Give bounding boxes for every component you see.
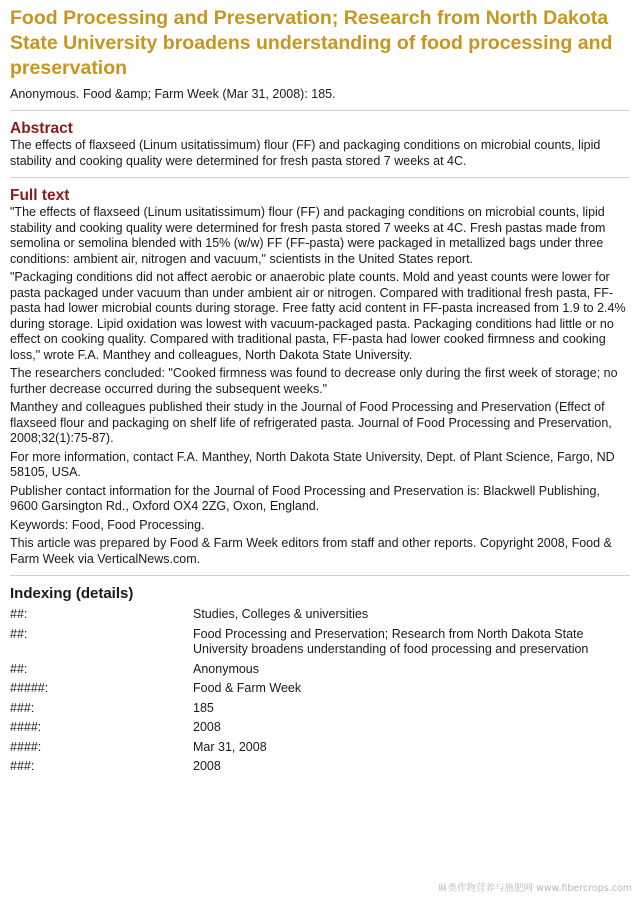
watermark: 麻类作物营养与施肥网 www.fibercrops.com [437, 883, 632, 894]
full-text-paragraph: "The effects of flaxseed (Linum usitatissimum) flour (FF) and packaging conditions on microbial counts, lipid stability and cooking quality were determined for fresh pasta stored 7 weeks at 4C. Fresh pastas made from semolina or semolina blended with 15% (w/w) FF (FF-pasta) were packaged in metallized bags under three conditions: ambient air, nitrogen and vacuum," scientists in the United States report. [10, 205, 606, 266]
indexing-value: Studies, Colleges & universities [193, 607, 369, 621]
abstract-text: The effects of flaxseed (Linum usitatissimum) flour (FF) and packaging conditions on microbial counts, lipid stability and cooking quality were determined for fresh pasta stored 7 weeks at 4C. [10, 138, 601, 168]
indexing-row [10, 662, 630, 678]
full-text-paragraph: Keywords: Food, Food Processing. [10, 517, 205, 532]
indexing-row [10, 607, 630, 623]
full-text-heading: Full text [10, 187, 70, 204]
abstract-heading: Abstract [10, 120, 73, 137]
full-text-paragraph: For more information, contact F.A. Manthey, North Dakota State University, Dept. of Plant Science, Fargo, ND 58105, USA. [10, 449, 615, 479]
indexing-value: Food & Farm Week [193, 681, 302, 695]
indexing-value: Food Processing and Preservation; Research from North Dakota State University broadens understanding of food processing and preservation [193, 626, 589, 656]
full-text-section [10, 186, 630, 567]
full-text-paragraph: "Packaging conditions did not affect aerobic or anaerobic plate counts. Mold and yeast counts were lower for pasta packaged under vacuum than under ambient air or nitrogen. Compared with traditional fresh pasta, FF-pasta had lower microbial counts during storage. Free fatty acid content in FF-pasta increased from 1.9 to 2.4% during storage. Lipid oxidation was lowest with vacuum-packaged pasta. Packaging conditions had little or no effect on cooking quality. Compared with traditional pasta, FF-pasta had lower cooked firmness and cooking loss," wrote F.A. Manthey and colleagues, North Dakota State University. [10, 270, 626, 362]
indexing-key: ###: [10, 700, 35, 715]
indexing-key: ####: [10, 739, 42, 754]
indexing-row [10, 681, 630, 697]
full-text-paragraph: Manthey and colleagues published their study in the Journal of Food Processing and Preservation (Effect of flaxseed flour and packaging on shelf life of refrigerated pasta. Journal of Food Processing and Preservation, 2008;32(1):75-87). [10, 400, 612, 445]
indexing-row [10, 720, 630, 736]
indexing-key: ##: [10, 626, 28, 641]
article-title: Food Processing and Preservation; Research from North Dakota State University broadens understanding of food processing and preservation [10, 7, 613, 79]
article-citation: Anonymous. Food &amp; Farm Week (Mar 31, 2008): 185. [10, 87, 336, 101]
divider [10, 110, 630, 111]
indexing-section [10, 584, 630, 775]
indexing-key: #####: [10, 681, 49, 695]
full-text-paragraph: This article was prepared by Food & Farm Week editors from staff and other reports. Copyright 2008, Food & Farm Week via VerticalNews.com. [10, 536, 612, 566]
indexing-value: 2008 [193, 720, 221, 734]
indexing-row [10, 740, 630, 756]
indexing-row [10, 759, 630, 775]
abstract-section [10, 119, 630, 169]
indexing-value: 2008 [193, 759, 221, 773]
indexing-key: ####: [10, 720, 42, 734]
indexing-value: Mar 31, 2008 [193, 739, 267, 754]
indexing-row [10, 627, 630, 658]
full-text-paragraph: The researchers concluded: "Cooked firmness was found to decrease only during the first week of storage; no further decrease occurred during the subsequent weeks." [10, 366, 618, 396]
indexing-key: ##: [10, 661, 28, 676]
full-text-paragraph: Publisher contact information for the Journal of Food Processing and Preservation is: Blackwell Publishing, 9600 Garsington Rd., Oxford OX4 2ZG, Oxon, England. [10, 483, 600, 513]
divider [10, 575, 630, 576]
indexing-key: ##: [10, 607, 28, 621]
indexing-value: Anonymous [193, 661, 260, 676]
indexing-heading: Indexing (details) [10, 585, 134, 602]
indexing-row [10, 701, 630, 717]
indexing-value: 185 [193, 700, 214, 715]
indexing-key: ###: [10, 759, 35, 773]
divider [10, 177, 630, 178]
article-page [10, 6, 630, 779]
